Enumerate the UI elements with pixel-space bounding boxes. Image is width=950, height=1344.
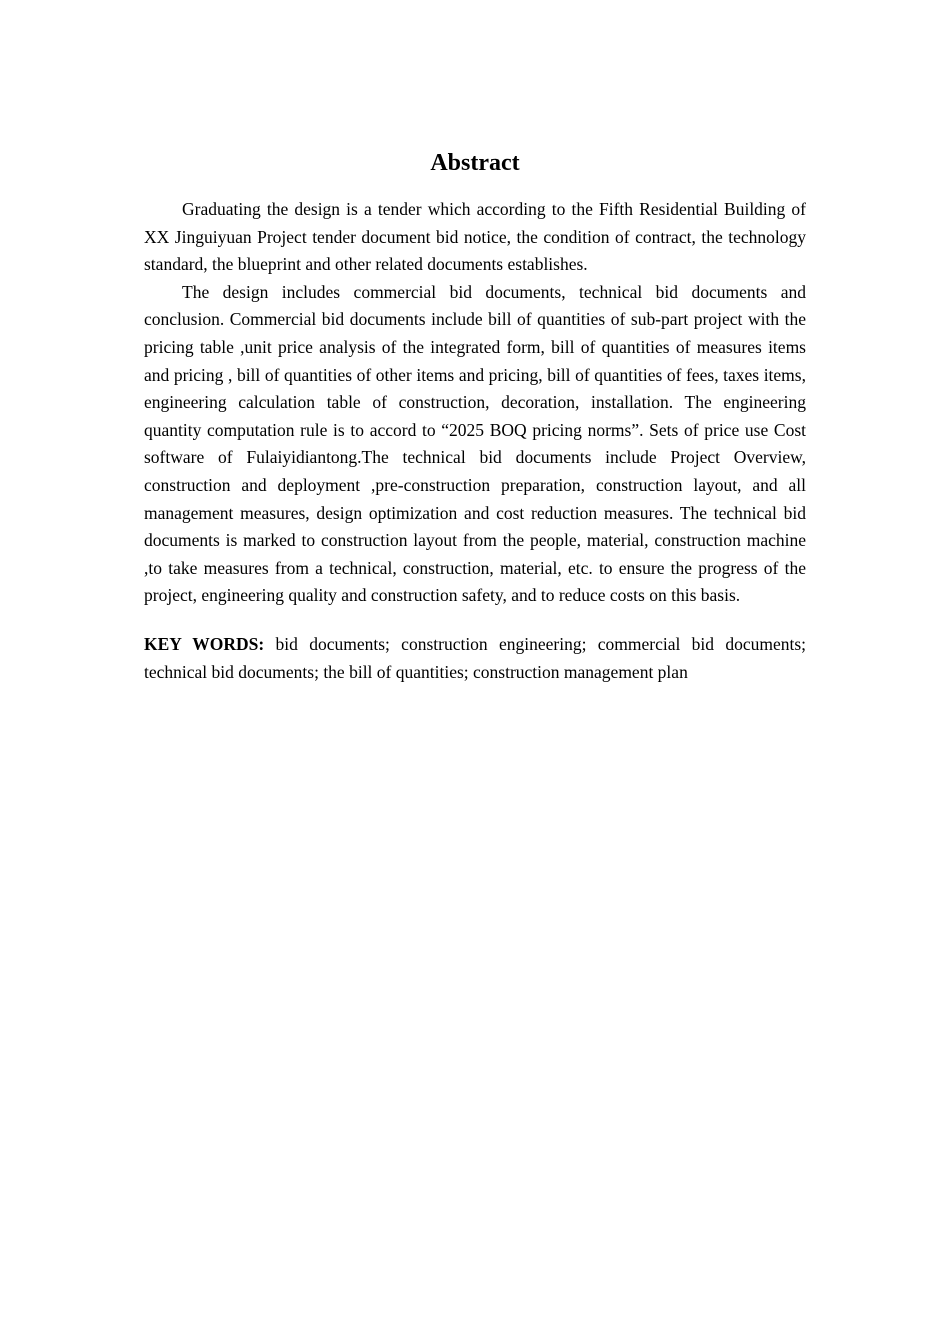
keywords-label: KEY WORDS: [144,633,265,654]
abstract-paragraph-1: Graduating the design is a tender which according to the Fifth Residential Building of XX Jinguiyuan Project tender document bid notice, the condition of contract, the technology standard, the blueprint and other related documents establishes. [144,199,806,275]
keywords-line [144,631,806,686]
abstract-title: Abstract [430,150,520,176]
abstract-section [144,144,806,686]
abstract-paragraph-2: The design includes commercial bid documents, technical bid documents and conclusion. Commercial bid documents include bill of quantities of sub-part project with the pricing table ,unit price analysis of the integrated form, bill of quantities of measures items and pricing , bill of quantities of other items and pricing, bill of quantities of fees, taxes items, engineering calculation table of construction, decoration, installation. The engineering quantity computation rule is to accord to “2025 BOQ pricing norms”. Sets of price use Cost software of Fulaiyidiantong.The technical bid documents include Project Overview, construction and deployment ,pre-construction preparation, construction layout, and all management measures, design optimization and cost reduction measures. The technical bid documents is marked to construction layout from the people, material, construction machine ,to take measures from a technical, construction, material, etc. to ensure the progress of the project, engineering quality and construction safety, and to reduce costs on this basis. [144,281,806,606]
keywords-text: bid documents; construction engineering; commercial bid documents; technical bid documents; the bill of quantities; construction management plan [144,633,807,682]
